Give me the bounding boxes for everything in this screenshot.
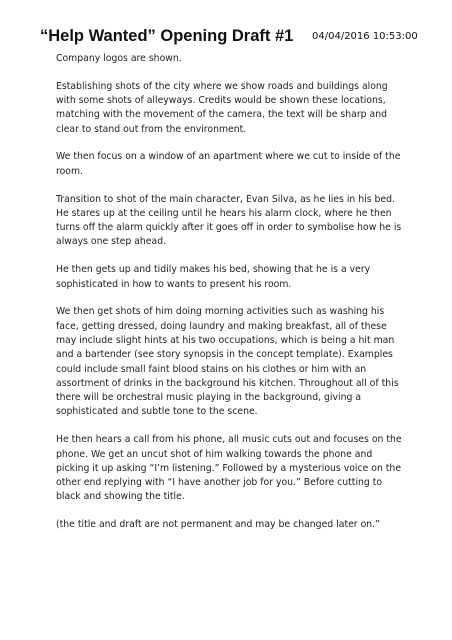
paragraph-apartment-window: We then focus on a window of an apartment where we cut to inside of the room.	[56, 151, 401, 177]
document-body	[56, 52, 406, 533]
document-title: “Help Wanted” Opening Draft #1	[40, 27, 294, 45]
document-timestamp: 04/04/2016 10:53:00	[312, 31, 418, 42]
paragraph-draft-note: (the title and draft are not permanent and may be changed later on.”	[56, 519, 380, 531]
paragraph-company-logos: Company logos are shown.	[56, 53, 182, 64]
paragraph-establishing-shots: Establishing shots of the city where we show roads and buildings along with some shots of alleyways. Credits would be shown these locations, matching with the movement of the camera, the text will be sharp and clear to stand out from the environment.	[56, 80, 388, 135]
paragraph-morning-activities: We then get shots of him doing morning activities such as washing his face, getting dressed, doing laundry and making breakfast, all of these may include slight hints at his two occupations, which is being a hit man and a bartender (see story synopsis in the concept template). Examples could include small faint blood stains on his clothes or him with an assortment of drinks in the background his kitchen. Throughout all of this there will be orchestral music playing in the background, giving a sophisticated and subtle tone to the scene.	[56, 306, 399, 418]
document-header	[40, 26, 440, 50]
paragraph-makes-bed: He then gets up and tidily makes his bed, showing that he is a very sophisticated in how to wants to present his room.	[56, 264, 371, 290]
paragraph-main-character: Transition to shot of the main character, Evan Silva, as he lies in his bed. He stares up at the ceiling until he hears his alarm clock, where he then turns off the alarm quickly after it goes off in order to symbolise how he is always one step ahead.	[56, 193, 402, 248]
paragraph-phone-call: He then hears a call from his phone, all music cuts out and focuses on the phone. We get an uncut shot of him walking towards the phone and picking it up asking “I’m listening.” Followed by a mysterious voice on the other end replying with “I have another job for you.” Before cutting to black and showing the title.	[56, 434, 402, 503]
